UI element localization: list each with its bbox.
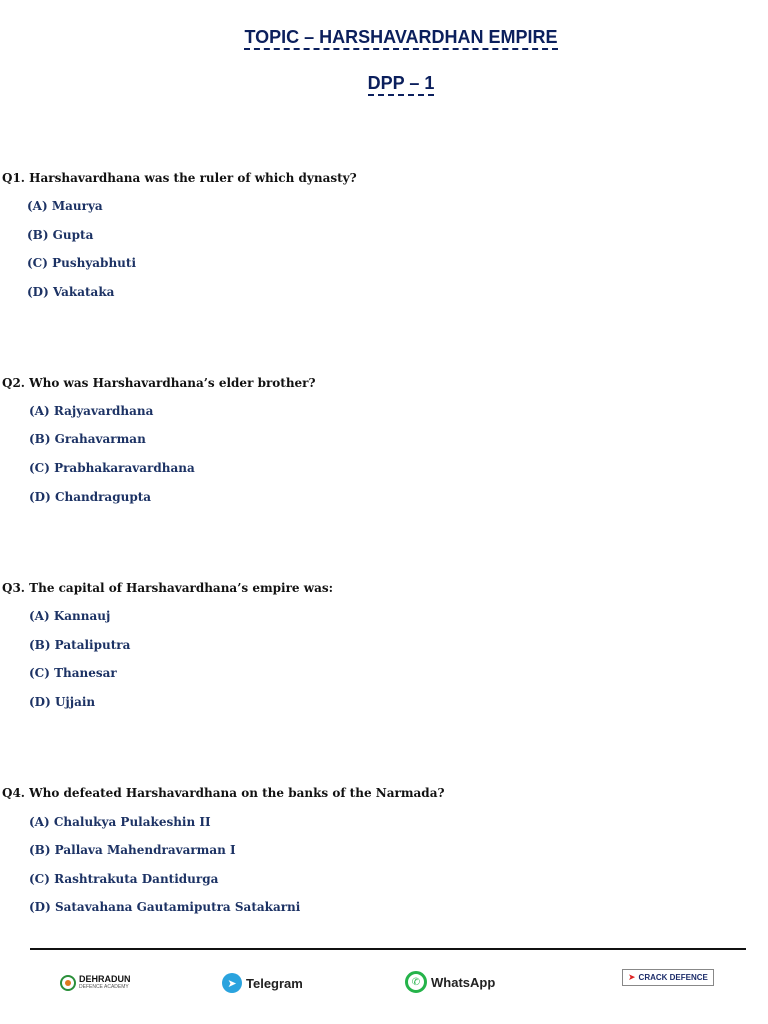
dpp-title <box>0 73 768 94</box>
q2-option-c: (C) Prabhakaravardhana <box>29 461 195 475</box>
q2-option-b: (B) Grahavarman <box>29 432 146 446</box>
q1-option-b: (B) Gupta <box>27 228 94 242</box>
academy-logo[interactable] <box>60 975 131 991</box>
q1-option-d: (D) Vakataka <box>27 285 115 299</box>
q3-option-a: (A) Kannauj <box>29 609 111 623</box>
whatsapp-link[interactable] <box>405 971 495 993</box>
question-2: Q2. Who was Harshavardhana’s elder brother? <box>2 376 316 390</box>
crack-defence-label: CRACK DEFENCE <box>638 973 708 982</box>
question-3: Q3. The capital of Harshavardhana’s empire was: <box>2 581 334 595</box>
q3-option-c: (C) Thanesar <box>29 666 117 680</box>
dpp-title-text: DPP – 1 <box>368 73 435 96</box>
topic-title <box>0 27 768 48</box>
footer-divider <box>30 948 746 950</box>
q4-option-c: (C) Rashtrakuta Dantidurga <box>29 872 219 886</box>
q1-option-c: (C) Pushyabhuti <box>27 256 137 270</box>
q4-option-b: (B) Pallava Mahendravarman I <box>29 843 236 857</box>
topic-title-text: TOPIC – HARSHAVARDHAN EMPIRE <box>244 27 557 50</box>
academy-subtitle: DEFENCE ACADEMY <box>79 984 129 990</box>
telegram-link[interactable] <box>222 973 303 993</box>
question-4: Q4. Who defeated Harshavardhana on the banks of the Narmada? <box>2 786 445 800</box>
q2-option-d: (D) Chandragupta <box>29 490 152 504</box>
q3-option-d: (D) Ujjain <box>29 695 96 709</box>
academy-name: DEHRADUN <box>79 974 131 984</box>
q3-option-b: (B) Pataliputra <box>29 638 131 652</box>
whatsapp-icon: ✆ <box>405 971 427 993</box>
crack-defence-logo[interactable] <box>622 969 714 986</box>
academy-emblem-icon <box>60 975 76 991</box>
telegram-icon: ➤ <box>222 973 242 993</box>
q1-option-a: (A) Maurya <box>27 199 103 213</box>
q2-option-a: (A) Rajyavardhana <box>29 404 154 418</box>
q4-option-a: (A) Chalukya Pulakeshin II <box>29 815 211 829</box>
q4-option-d: (D) Satavahana Gautamiputra Satakarni <box>29 900 301 914</box>
crack-defence-emblem-icon: ➤ <box>628 972 636 982</box>
telegram-label: Telegram <box>246 975 303 991</box>
question-1: Q1. Harshavardhana was the ruler of which dynasty? <box>2 171 357 185</box>
whatsapp-label: WhatsApp <box>431 974 496 990</box>
